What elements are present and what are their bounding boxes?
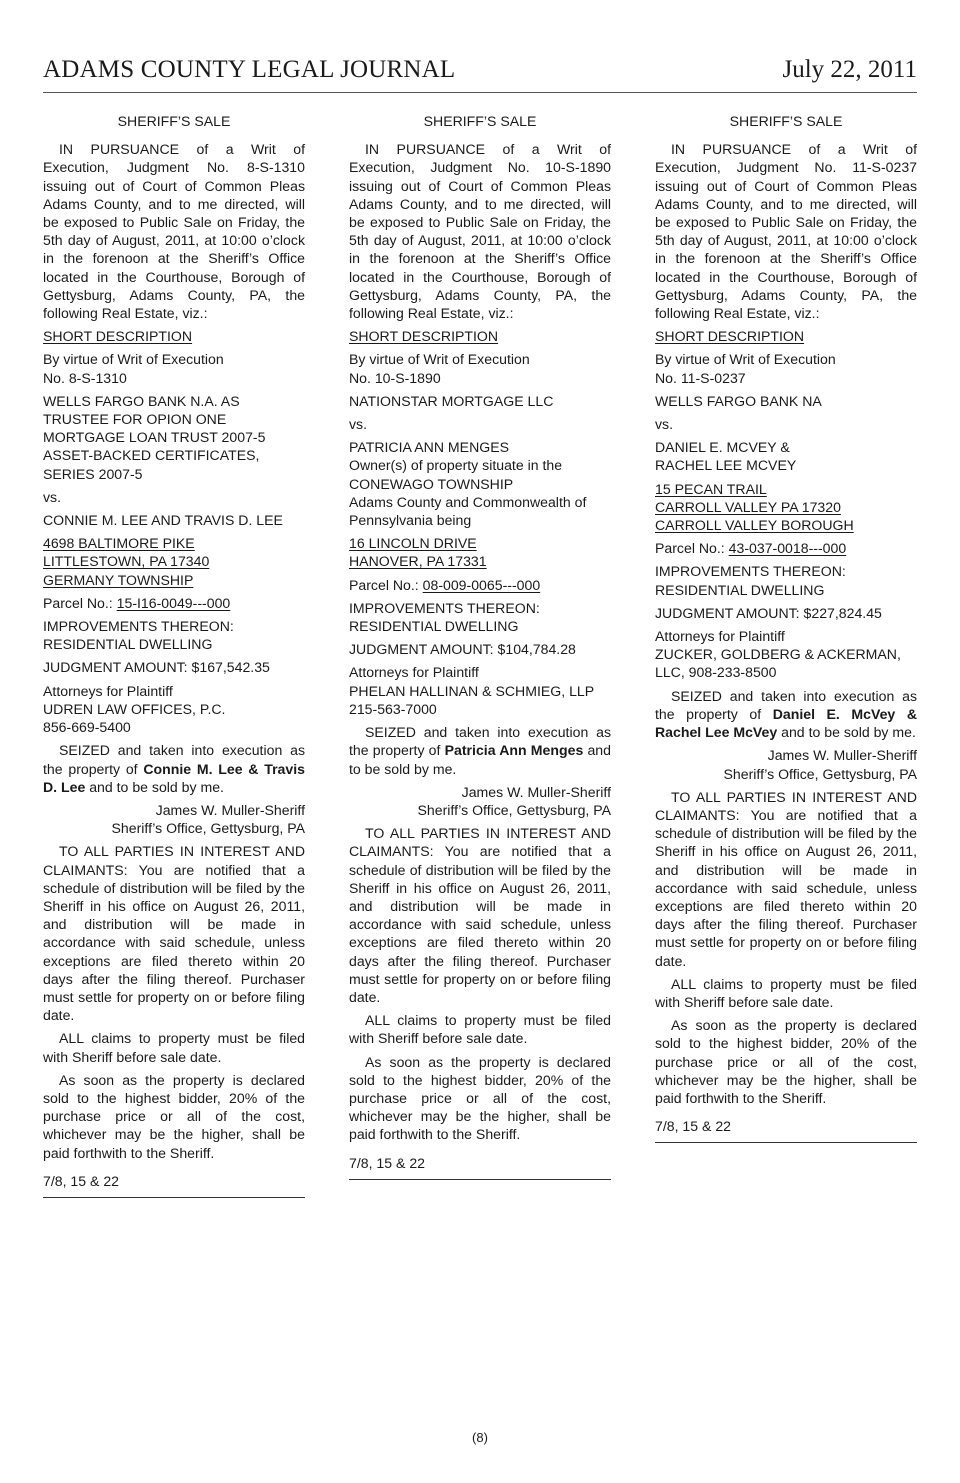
seized-statement xyxy=(655,687,917,742)
address-text: CARROLL VALLEY PA 17320 xyxy=(655,498,841,515)
short-description-label: SHORT DESCRIPTION xyxy=(655,328,805,345)
writ-number: No. 11-S-0237 xyxy=(655,369,746,386)
notice-intro: IN PURSUANCE of a Writ of Execution, Judgment No. 8-S-1310 issuing out of Court of Common Pleas Adams County, and to me directed, will be exposed to Public Sale on Friday, the 5th day of August, 2011, at 10:00 o’clock in the forenoon at the Sheriff’s Office located in the Courthouse, Borough of Gettysburg, Adams County, PA, the following Real Estate, viz.: xyxy=(43,141,305,322)
defendant-line: CONNIE M. LEE AND TRAVIS D. LEE xyxy=(43,512,283,529)
address-line xyxy=(655,480,917,498)
attorneys-line: PHELAN HALLINAN & SCHMIEG, LLP xyxy=(349,682,595,699)
improvements xyxy=(655,562,917,598)
notice-heading: SHERIFF’S SALE xyxy=(117,113,231,129)
parcel-label: Parcel No.: xyxy=(349,576,423,593)
defendant-line: DANIEL E. MCVEY & xyxy=(655,439,790,456)
plaintiff-line: WELLS FARGO BANK N.A. AS xyxy=(43,392,240,409)
address-text: GERMANY TOWNSHIP xyxy=(43,571,194,588)
writ-block xyxy=(655,350,917,386)
address-line xyxy=(43,552,305,570)
notice-column-2 xyxy=(349,112,611,1180)
sheriff-office: Sheriff’s Office, Gettysburg, PA xyxy=(417,801,611,818)
seized-text: SEIZED and taken into execution as the property of xyxy=(349,724,611,759)
attorneys-line: ZUCKER, GOLDBERG & ACKERMAN, xyxy=(655,646,901,663)
attorneys-line: Attorneys for Plaintiff xyxy=(43,682,173,699)
judgment-amount: JUDGMENT AMOUNT: $227,824.45 xyxy=(655,604,882,621)
parcel-line xyxy=(349,576,611,594)
improvements xyxy=(43,617,305,653)
defendant-line: Pennsylvania being xyxy=(349,512,472,529)
parties-notice: TO ALL PARTIES IN INTEREST AND CLAIMANTS: You are notified that a schedule of distribution will be filed by the Sheriff in his office on August 26, 2011, and distribution will be made in accordance with said schedule, unless exceptions are filed thereto within 20 days after the filing thereof. Purchaser must settle for property on or before filing date. xyxy=(43,843,305,1024)
notice-divider xyxy=(655,1141,917,1143)
short-description xyxy=(655,327,917,345)
improvements-line: RESIDENTIAL DWELLING xyxy=(43,636,213,653)
writ-block xyxy=(349,350,611,386)
improvements-line: RESIDENTIAL DWELLING xyxy=(349,618,519,635)
seized-owner: Patricia Ann Menges xyxy=(444,742,584,759)
parcel-line xyxy=(655,539,917,557)
plaintiff-block xyxy=(655,392,917,410)
seized-text: SEIZED and taken into execution as the property of xyxy=(655,687,917,722)
address-line xyxy=(349,552,611,570)
improvements-line: RESIDENTIAL DWELLING xyxy=(655,581,825,598)
attorneys-line: 856-669-5400 xyxy=(43,719,131,736)
address-text: 4698 BALTIMORE PIKE xyxy=(43,535,195,552)
sale-terms: As soon as the property is declared sold to the highest bidder, 20% of the purchase price or all of the cost, whichever may be the higher, shall be paid forthwith to the Sheriff. xyxy=(655,1017,917,1106)
publication-dates: 7/8, 15 & 22 xyxy=(655,1118,732,1135)
address-text: HANOVER, PA 17331 xyxy=(349,553,487,570)
improvements xyxy=(349,599,611,635)
attorneys-block xyxy=(43,682,305,737)
attorneys-line: Attorneys for Plaintiff xyxy=(655,628,785,645)
defendant-line: PATRICIA ANN MENGES xyxy=(349,439,510,456)
seized-owner: Connie M. Lee & Travis D. Lee xyxy=(43,760,305,795)
publication-dates: 7/8, 15 & 22 xyxy=(43,1172,120,1189)
short-description-label: SHORT DESCRIPTION xyxy=(43,328,193,345)
versus: vs. xyxy=(349,416,368,433)
parcel-number: 43-037-0018---000 xyxy=(728,540,847,557)
writ-line: By virtue of Writ of Execution xyxy=(655,351,836,368)
notice-heading: SHERIFF’S SALE xyxy=(729,113,843,129)
notice-column-3 xyxy=(655,112,917,1143)
sheriff-office: Sheriff’s Office, Gettysburg, PA xyxy=(723,765,917,782)
sheriff-name: James W. Muller-Sheriff xyxy=(155,801,305,818)
defendant-line: CONEWAGO TOWNSHIP xyxy=(349,475,514,492)
defendant-line: Adams County and Commonwealth of xyxy=(349,493,587,510)
attorneys-block xyxy=(655,627,917,682)
defendant-block xyxy=(349,438,611,529)
plaintiff-line: TRUSTEE FOR OPION ONE xyxy=(43,411,227,428)
property-address xyxy=(655,480,917,535)
notice-divider xyxy=(349,1178,611,1180)
attorneys-block xyxy=(349,663,611,718)
notice-intro: IN PURSUANCE of a Writ of Execution, Judgment No. 11-S-0237 issuing out of Court of Common Pleas Adams County, and to me directed, will be exposed to Public Sale on Friday, the 5th day of August, 2011, at 10:00 o’clock in the forenoon at the Sheriff’s Office located in the Courthouse, Borough of Gettysburg, Adams County, PA, the following Real Estate, viz.: xyxy=(655,141,917,322)
seized-statement xyxy=(349,723,611,778)
property-address xyxy=(349,534,611,570)
plaintiff-line: MORTGAGE LOAN TRUST 2007-5 xyxy=(43,429,266,446)
plaintiff-line: ASSET-BACKED CERTIFICATES, xyxy=(43,447,260,464)
seized-text-end: and to be sold by me. xyxy=(777,724,916,741)
seized-text-end: and to be sold by me. xyxy=(349,742,611,777)
short-description-label: SHORT DESCRIPTION xyxy=(349,328,499,345)
plaintiff-line: SERIES 2007-5 xyxy=(43,465,143,482)
attorneys-line: Attorneys for Plaintiff xyxy=(349,664,479,681)
parties-notice: TO ALL PARTIES IN INTEREST AND CLAIMANTS: You are notified that a schedule of distribution will be filed by the Sheriff in his office on August 26, 2011, and distribution will be made in accordance with said schedule, unless exceptions are filed thereto within 20 days after the filing thereof. Purchaser must settle for property on or before filing date. xyxy=(349,825,611,1005)
notice-column-1 xyxy=(43,112,305,1198)
journal-title: ADAMS COUNTY LEGAL JOURNAL xyxy=(43,56,456,83)
judgment-amount: JUDGMENT AMOUNT: $104,784.28 xyxy=(349,641,576,658)
address-text: 15 PECAN TRAIL xyxy=(655,480,767,497)
notice-divider xyxy=(43,1196,305,1198)
claims-notice: ALL claims to property must be filed with Sheriff before sale date. xyxy=(349,1012,611,1047)
defendant-line: Owner(s) of property situate in the xyxy=(349,457,563,474)
improvements-line: IMPROVEMENTS THEREON: xyxy=(349,599,540,616)
versus: vs. xyxy=(655,416,674,433)
improvements-line: IMPROVEMENTS THEREON: xyxy=(43,618,234,635)
masthead xyxy=(43,52,917,93)
seized-text: SEIZED and taken into execution as the property of xyxy=(43,742,305,777)
sheriff-name: James W. Muller-Sheriff xyxy=(461,783,611,800)
notice-heading: SHERIFF’S SALE xyxy=(423,113,537,129)
publication-dates: 7/8, 15 & 22 xyxy=(349,1154,426,1171)
address-line xyxy=(43,534,305,552)
plaintiff-block xyxy=(349,392,611,410)
attorneys-line: 215-563-7000 xyxy=(349,700,437,717)
parcel-label: Parcel No.: xyxy=(43,594,117,611)
versus: vs. xyxy=(43,488,62,505)
writ-line: By virtue of Writ of Execution xyxy=(43,351,224,368)
defendant-line: RACHEL LEE MCVEY xyxy=(655,457,797,474)
claims-notice: ALL claims to property must be filed with Sheriff before sale date. xyxy=(655,975,917,1010)
parcel-number: 08-009-0065---000 xyxy=(422,576,541,593)
improvements-line: IMPROVEMENTS THEREON: xyxy=(655,563,846,580)
notice-intro: IN PURSUANCE of a Writ of Execution, Judgment No. 10-S-1890 issuing out of Court of Common Pleas Adams County, and to me directed, will be exposed to Public Sale on Friday, the 5th day of August, 2011, at 10:00 o’clock in the forenoon at the Sheriff’s Office located in the Courthouse, Borough of Gettysburg, Adams County, PA, the following Real Estate, viz.: xyxy=(349,141,611,322)
parcel-label: Parcel No.: xyxy=(655,540,729,557)
plaintiff-block xyxy=(43,392,305,483)
seized-statement xyxy=(43,741,305,796)
writ-number: No. 10-S-1890 xyxy=(349,369,441,386)
sale-terms: As soon as the property is declared sold to the highest bidder, 20% of the purchase price or all of the cost, whichever may be the higher, shall be paid forthwith to the Sheriff. xyxy=(43,1071,305,1161)
defendant-block xyxy=(43,511,305,529)
address-line xyxy=(43,571,305,589)
claims-notice: ALL claims to property must be filed with Sheriff before sale date. xyxy=(43,1030,305,1065)
defendant-block xyxy=(655,438,917,474)
attorneys-line: UDREN LAW OFFICES, P.C. xyxy=(43,700,226,717)
parties-notice: TO ALL PARTIES IN INTEREST AND CLAIMANTS: You are notified that a schedule of distribution will be filed by the Sheriff in his office on August 26, 2011, and distribution will be made in accordance with said schedule, unless exceptions are filed thereto within 20 days after the filing thereof. Purchaser must settle for property on or before filing date. xyxy=(655,788,917,969)
writ-line: By virtue of Writ of Execution xyxy=(349,351,530,368)
sheriff-name: James W. Muller-Sheriff xyxy=(767,747,917,764)
address-text: LITTLESTOWN, PA 17340 xyxy=(43,553,210,570)
seized-text-end: and to be sold by me. xyxy=(85,778,224,795)
address-text: 16 LINCOLN DRIVE xyxy=(349,535,477,552)
parcel-line xyxy=(43,594,305,612)
address-text: CARROLL VALLEY BOROUGH xyxy=(655,517,854,534)
judgment-amount: JUDGMENT AMOUNT: $167,542.35 xyxy=(43,659,270,676)
issue-date: July 22, 2011 xyxy=(782,56,917,83)
address-line xyxy=(349,534,611,552)
short-description xyxy=(349,327,611,345)
sheriff-office: Sheriff’s Office, Gettysburg, PA xyxy=(111,820,305,837)
seized-owner: Daniel E. McVey & Rachel Lee McVey xyxy=(655,705,917,741)
property-address xyxy=(43,534,305,589)
short-description xyxy=(43,327,305,345)
writ-block xyxy=(43,350,305,386)
plaintiff-line: NATIONSTAR MORTGAGE LLC xyxy=(349,392,554,409)
plaintiff-line: WELLS FARGO BANK NA xyxy=(655,392,822,409)
page-number: (8) xyxy=(472,1430,488,1445)
writ-number: No. 8-S-1310 xyxy=(43,369,127,386)
parcel-number: 15-I16-0049---000 xyxy=(116,594,231,611)
address-line xyxy=(655,498,917,516)
attorneys-line: LLC, 908-233-8500 xyxy=(655,664,777,681)
address-line xyxy=(655,516,917,534)
sale-terms: As soon as the property is declared sold to the highest bidder, 20% of the purchase price or all of the cost, whichever may be the higher, shall be paid forthwith to the Sheriff. xyxy=(349,1053,611,1143)
